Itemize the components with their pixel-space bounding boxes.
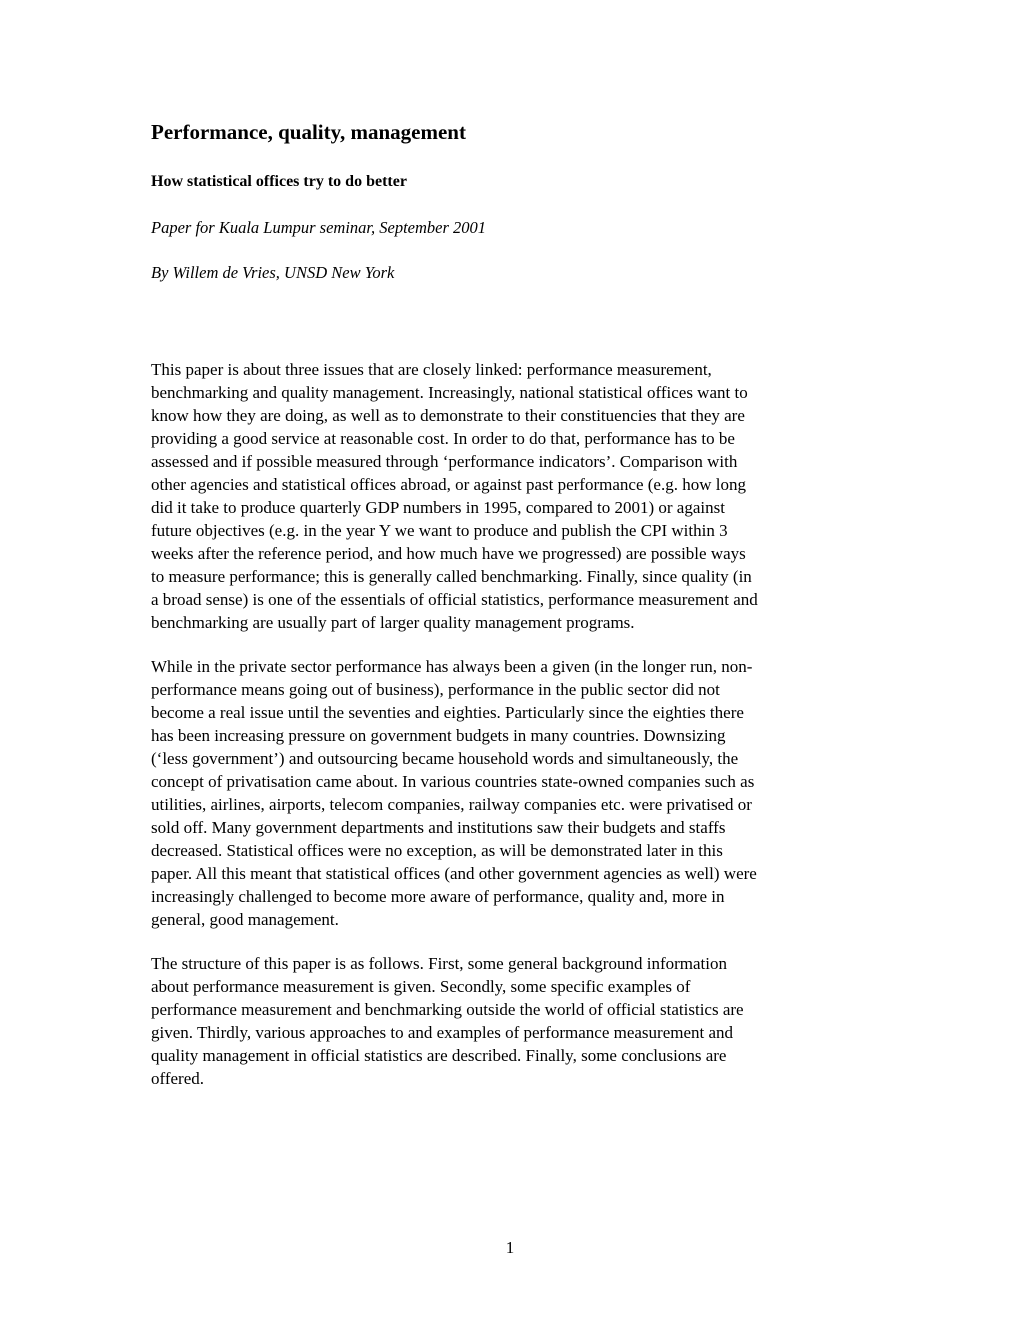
text-line: utilities, airlines, airports, telecom companies, railway companies etc. were privatised or	[151, 795, 752, 814]
author-line: By Willem de Vries, UNSD New York	[151, 263, 395, 282]
text-line: a broad sense) is one of the essentials of official statistics, performance measurement and	[151, 590, 758, 609]
text-line: offered.	[151, 1069, 205, 1088]
text-line: decreased. Statistical offices were no exception, as will be demonstrated later in this	[151, 841, 723, 860]
text-line: has been increasing pressure on government budgets in many countries. Downsizing	[151, 726, 726, 745]
text-line: know how they are doing, as well as to demonstrate to their constituencies that they are	[151, 406, 745, 425]
text-line: assessed and if possible measured through ‘performance indicators’. Comparison with	[151, 452, 738, 471]
text-line: about performance measurement is given. Secondly, some specific examples of	[151, 977, 691, 996]
text-line: performance means going out of business), performance in the public sector did not	[151, 680, 720, 699]
text-line: sold off. Many government departments and institutions saw their budgets and staffs	[151, 818, 726, 837]
text-line: performance measurement and benchmarking outside the world of official statistics are	[151, 1000, 744, 1019]
page-number: 1	[505, 1238, 515, 1257]
text-line: increasingly challenged to become more aware of performance, quality and, more in	[151, 887, 725, 906]
paragraph	[151, 952, 891, 1090]
document-subtitle: How statistical offices try to do better	[151, 173, 407, 190]
text-line: given. Thirdly, various approaches to and examples of performance measurement and	[151, 1023, 734, 1042]
document-title: Performance, quality, management	[151, 120, 466, 144]
venue-line: Paper for Kuala Lumpur seminar, September 2001	[151, 218, 487, 237]
text-line: benchmarking are usually part of larger quality management programs.	[151, 613, 635, 632]
text-line: future objectives (e.g. in the year Y we want to produce and publish the CPI within 3	[151, 521, 728, 540]
text-line: general, good management.	[151, 910, 339, 929]
text-line: paper. All this meant that statistical offices (and other government agencies as well) were	[151, 864, 757, 883]
text-line: The structure of this paper is as follows. First, some general background information	[151, 954, 727, 973]
paragraph	[151, 358, 891, 634]
text-line: This paper is about three issues that are closely linked: performance measurement,	[151, 360, 712, 379]
document-body	[151, 358, 891, 1111]
text-line: to measure performance; this is generally called benchmarking. Finally, since quality (in	[151, 567, 752, 586]
text-line: benchmarking and quality management. Increasingly, national statistical offices want to	[151, 383, 748, 402]
text-line: did it take to produce quarterly GDP numbers in 1995, compared to 2001) or against	[151, 498, 725, 517]
text-line: providing a good service at reasonable cost. In order to do that, performance has to be	[151, 429, 735, 448]
text-line: concept of privatisation came about. In various countries state-owned companies such as	[151, 772, 755, 791]
text-line: quality management in official statistics are described. Finally, some conclusions are	[151, 1046, 727, 1065]
text-line: other agencies and statistical offices abroad, or against past performance (e.g. how long	[151, 475, 746, 494]
text-line: weeks after the reference period, and how much have we progressed) are possible ways	[151, 544, 746, 563]
text-line: While in the private sector performance has always been a given (in the longer run, non-	[151, 657, 753, 676]
paragraph	[151, 655, 891, 931]
text-line: become a real issue until the seventies and eighties. Particularly since the eighties there	[151, 703, 744, 722]
text-line: (‘less government’) and outsourcing became household words and simultaneously, the	[151, 749, 739, 768]
